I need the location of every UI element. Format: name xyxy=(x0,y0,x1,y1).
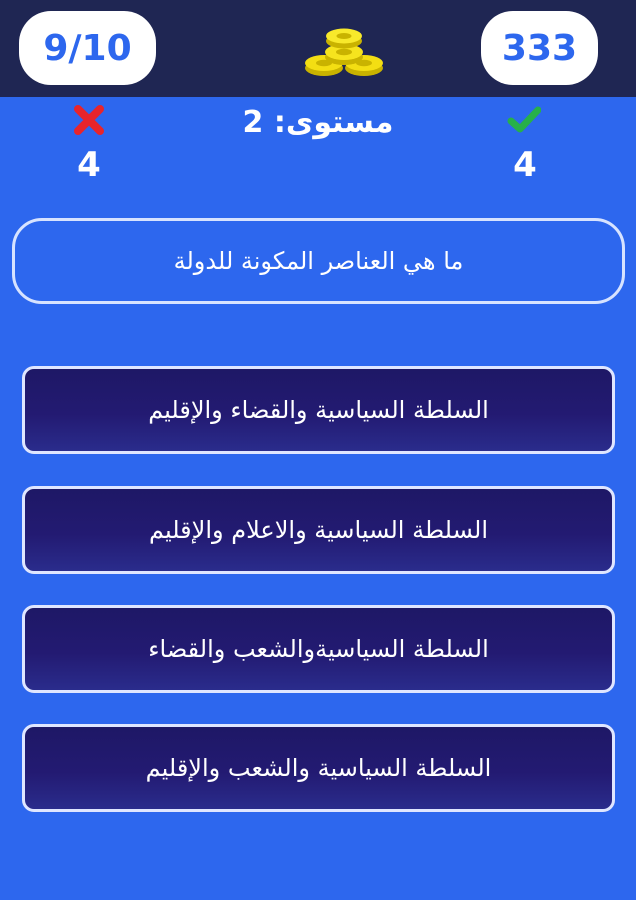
score-stats xyxy=(0,97,636,207)
answer-option-label: السلطة السياسية والقضاء والإقليم xyxy=(148,396,489,424)
coins-count: 333 xyxy=(501,27,578,69)
answer-option-2[interactable] xyxy=(22,486,615,574)
answer-option-4[interactable] xyxy=(22,724,615,812)
answer-option-3[interactable] xyxy=(22,605,615,693)
level-label: مستوى: 2 xyxy=(242,105,394,140)
answer-option-label: السلطة السياسية والشعب والإقليم xyxy=(145,754,492,782)
answer-option-label: السلطة السياسية والاعلام والإقليم xyxy=(149,516,488,544)
top-bar xyxy=(0,0,636,97)
coins-badge xyxy=(481,11,598,85)
wrong-answers-count: 4 xyxy=(77,145,101,185)
question-box xyxy=(12,218,625,304)
right-answers-count: 4 xyxy=(513,145,537,185)
coin-stack-icon xyxy=(302,22,386,80)
answer-option-1[interactable] xyxy=(22,366,615,454)
checkmark-icon xyxy=(507,103,541,137)
cross-icon xyxy=(72,103,106,137)
question-text: ما هي العناصر المكونة للدولة xyxy=(173,247,464,275)
answer-option-label: السلطة السياسيةوالشعب والقضاء xyxy=(148,635,489,663)
question-progress-badge xyxy=(19,11,156,85)
question-progress-text: 9/10 xyxy=(43,27,132,69)
